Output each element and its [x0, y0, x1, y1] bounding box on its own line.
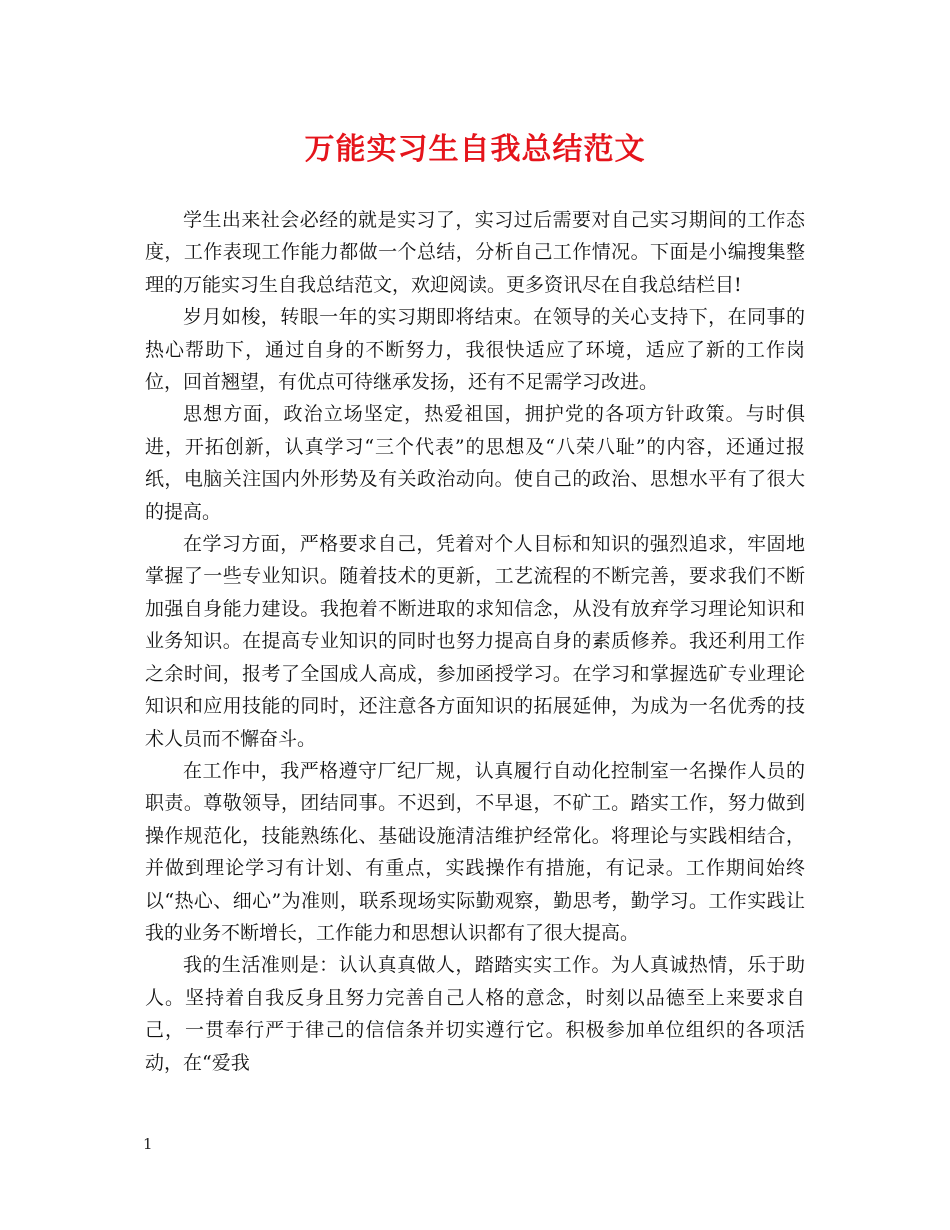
document-body: [145, 204, 805, 1079]
page-number: 1: [143, 1135, 153, 1153]
paragraph: 岁月如梭，转眼一年的实习期即将结束。在领导的关心支持下，在同事的热心帮助下，通过自身的不断努力，我很快适应了环境，适应了新的工作岗位，回首翘望，有优点可待继承发扬，还有不足需学习改进。: [145, 306, 805, 394]
paragraph: 我的生活准则是：认认真真做人，踏踏实实工作。为人真诚热情，乐于助人。坚持着自我反身且努力完善自己人格的意念，时刻以品德至上来要求自己，一贯奉行严于律己的信信条并切实遵行它。积极参加单位组织的各项活动，在“爱我: [145, 954, 805, 1074]
paragraph: 在学习方面，严格要求自己，凭着对个人目标和知识的强烈追求，牢固地掌握了一些专业知识。随着技术的更新，工艺流程的不断完善，要求我们不断加强自身能力建设。我抱着不断进取的求知信念，从没有放弃学习理论知识和业务知识。在提高专业知识的同时也努力提高自身的素质修养。我还利用工作之余时间，报考了全国成人高成，参加函授学习。在学习和掌握选矿专业理论知识和应用技能的同时，还注意各方面知识的拓展延伸，为成为一名优秀的技术人员而不懈奋斗。: [145, 533, 805, 750]
page-title: 万能实习生自我总结范文: [304, 132, 646, 167]
paragraph: 思想方面，政治立场坚定，热爱祖国，拥护党的各项方针政策。与时俱进，开拓创新，认真学习“三个代表”的思想及“八荣八耻”的内容，还通过报纸，电脑关注国内外形势及有关政治动向。使自己的政治、思想水平有了很大的提高。: [145, 403, 805, 523]
paragraph: 学生出来社会必经的就是实习了，实习过后需要对自己实习期间的工作态度，工作表现工作能力都做一个总结，分析自己工作情况。下面是小编搜集整理的万能实习生自我总结范文，欢迎阅读。更多资讯尽在自我总结栏目!: [145, 209, 805, 296]
paragraph: 在工作中，我严格遵守厂纪厂规，认真履行自动化控制室一名操作人员的职责。尊敬领导，团结同事。不迟到，不早退，不矿工。踏实工作，努力做到操作规范化，技能熟练化、基础设施清洁维护经常化。将理论与实践相结合，并做到理论学习有计划、有重点，实践操作有措施，有记录。工作期间始终以“热心、细心”为准则，联系现场实际勤观察，勤思考，勤学习。工作实践让我的业务不断增长，工作能力和思想认识都有了很大提高。: [145, 759, 805, 944]
